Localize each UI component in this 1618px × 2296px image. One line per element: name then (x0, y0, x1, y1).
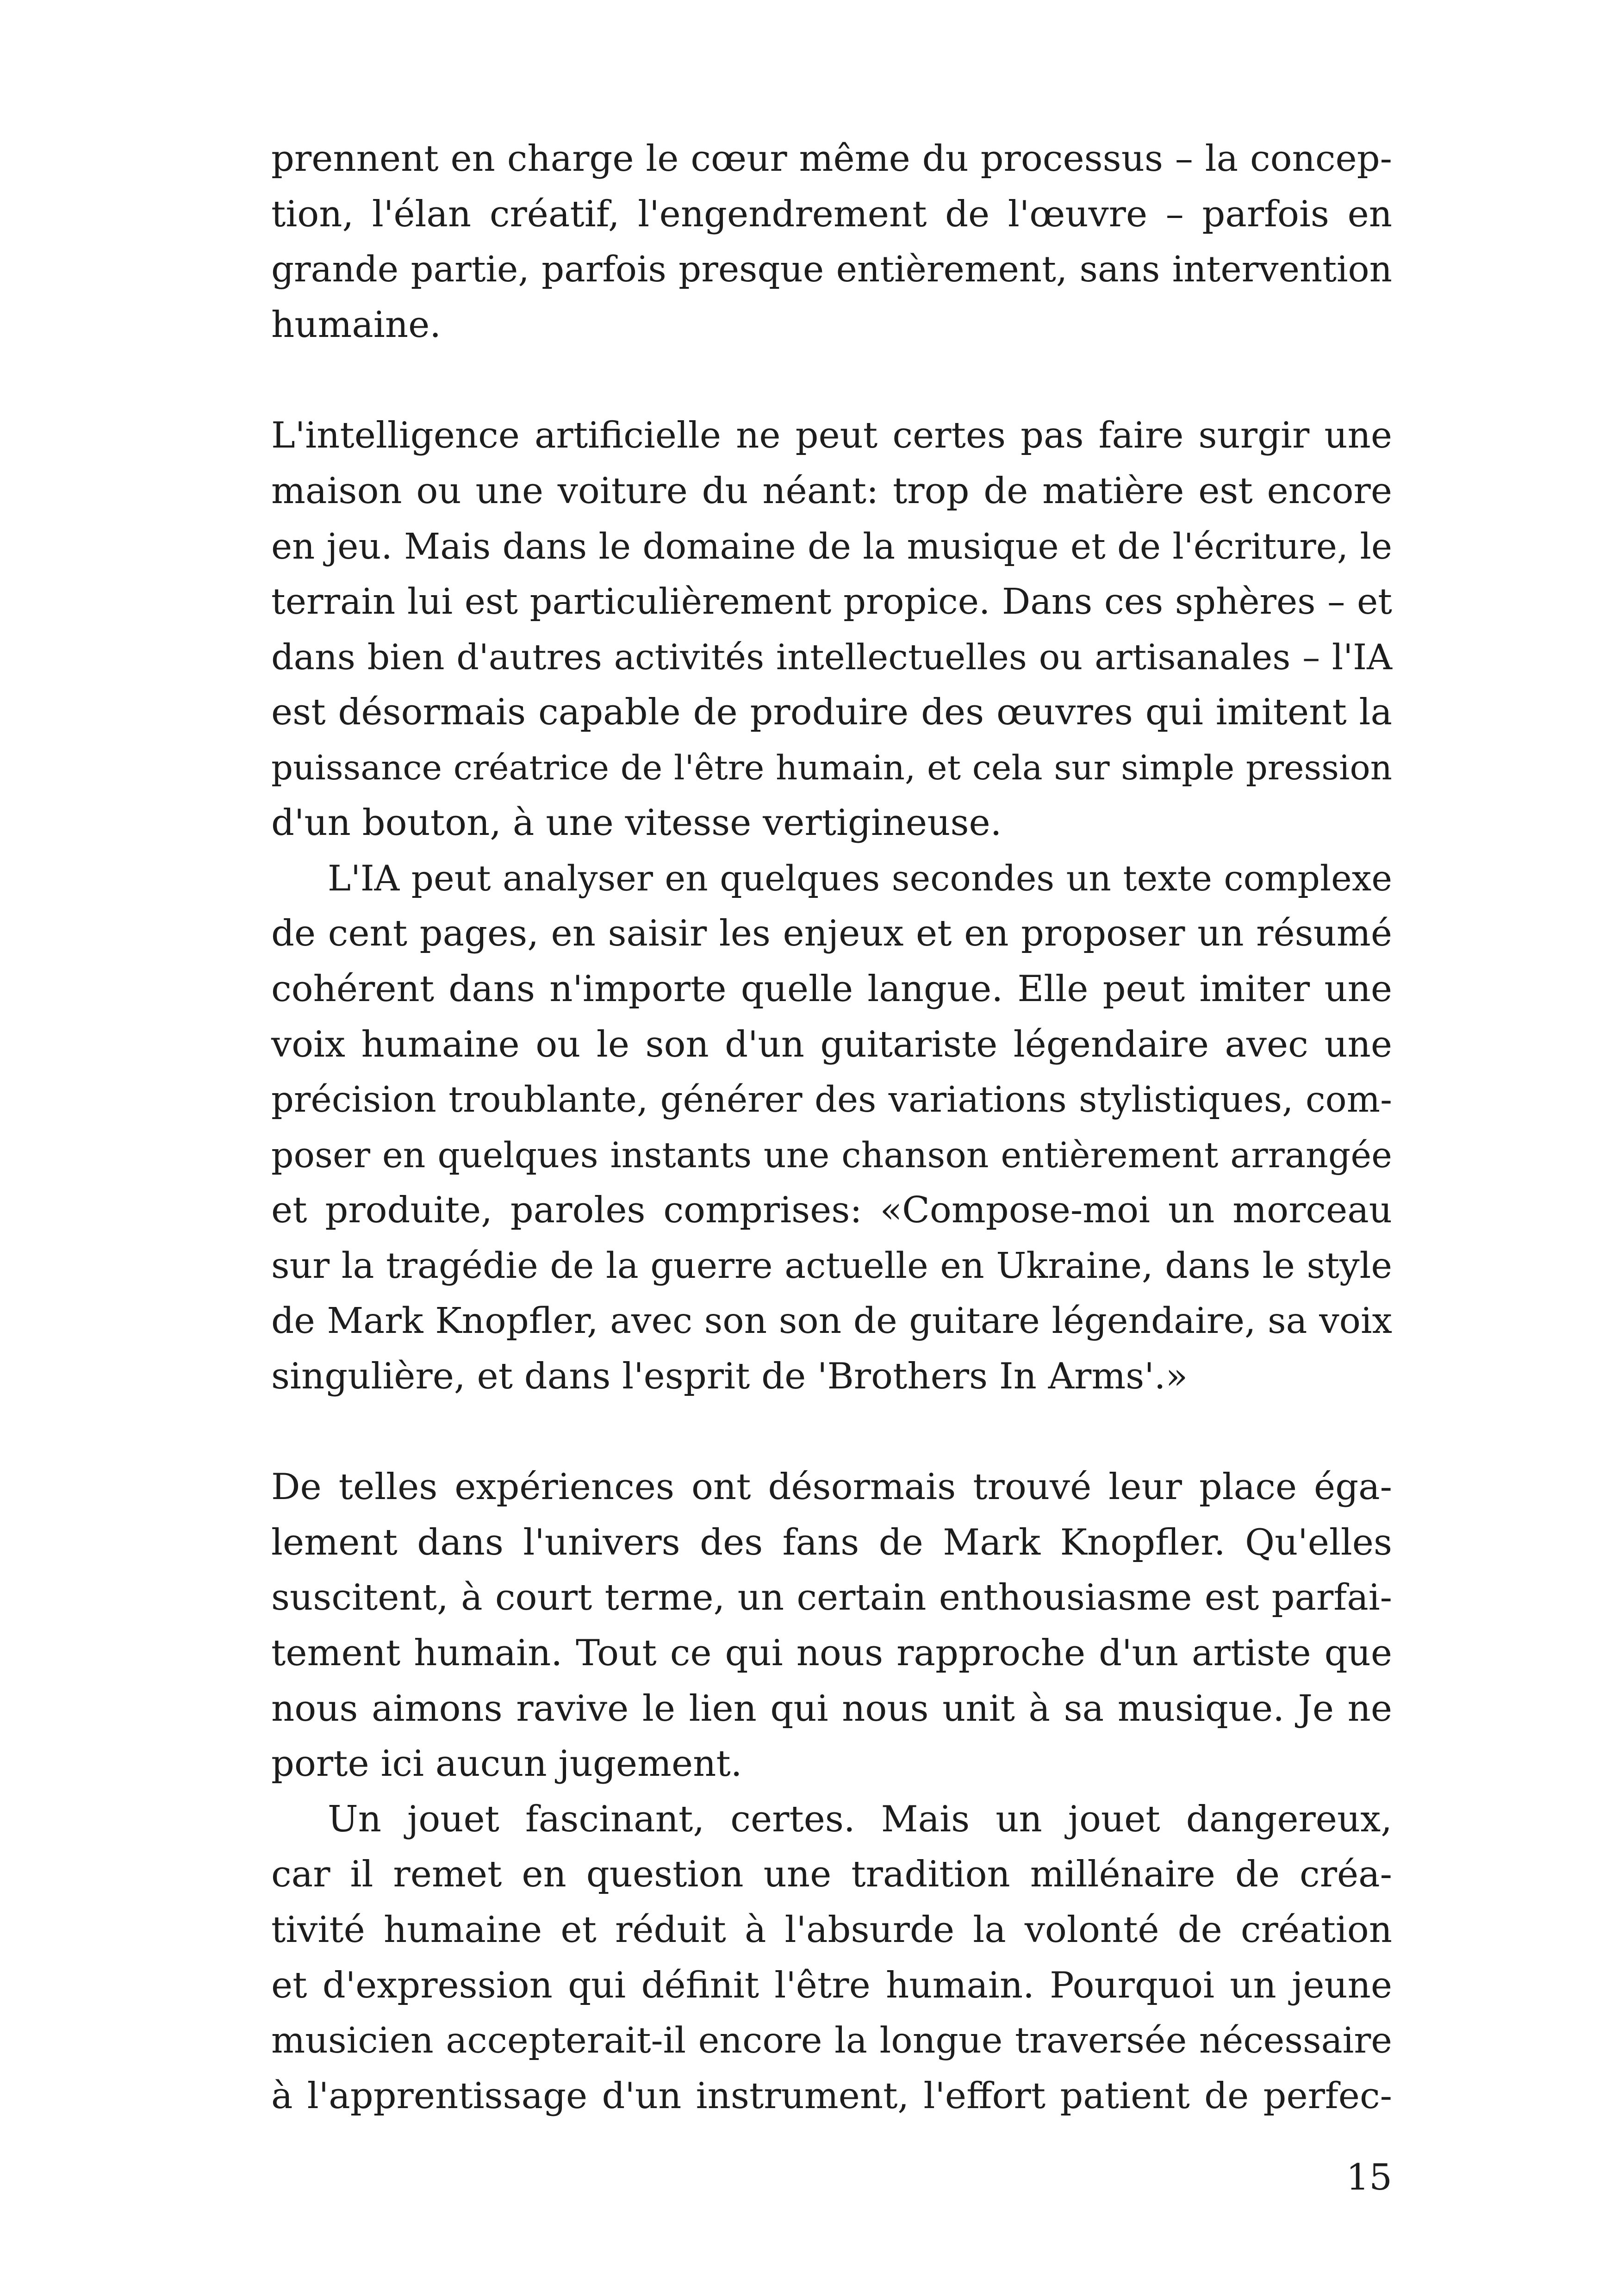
text-line: porte ici aucun jugement. (271, 1743, 742, 1785)
text-line: de Mark Knopfler, avec son son de guitare légendaire, sa voix (271, 1300, 1392, 1342)
text-line: singulière, et dans l'esprit de 'Brothers In Arms'.» (271, 1356, 1188, 1398)
text-line: est désormais capable de produire des œuvres qui imitent la (271, 691, 1392, 733)
text-line: et produite, paroles comprises: «Compose-moi un morceau (271, 1189, 1392, 1232)
text-line: musicien accepterait-il encore la longue traversée nécessaire (271, 2020, 1392, 2062)
text-line: à l'apprentissage d'un instrument, l'effort patient de perfec- (271, 2075, 1392, 2117)
text-line: tement humain. Tout ce qui nous rapproche d'un artiste que (271, 1632, 1392, 1674)
text-line: humaine. (271, 304, 442, 346)
text-line: tivité humaine et réduit à l'absurde la volonté de création (271, 1909, 1392, 1951)
text-line: d'un bouton, à une vitesse vertigineuse. (271, 802, 1002, 844)
text-line: précision troublante, générer des variations stylistiques, com- (271, 1079, 1392, 1121)
text-line: en jeu. Mais dans le domaine de la musique et de l'écriture, le (271, 526, 1392, 567)
text-line: L'IA peut analyser en quelques secondes un texte complexe (328, 858, 1392, 899)
paragraph (271, 408, 1392, 851)
text-line: prennent en charge le cœur même du processus – la concep- (271, 138, 1392, 180)
text-line: suscitent, à court terme, un certain enthousiasme est parfai- (271, 1577, 1392, 1619)
text-line: De telles expériences ont désormais trouvé leur place éga- (271, 1466, 1392, 1508)
paragraph-gap (271, 1405, 1392, 1460)
text-line: lement dans l'univers des fans de Mark Knopfler. Qu'elles (271, 1521, 1392, 1563)
paragraph (271, 851, 1392, 1405)
paragraph (271, 1792, 1392, 2124)
text-line: et d'expression qui définit l'être humain. Pourquoi un jeune (271, 1964, 1392, 2006)
text-line: puissance créatrice de l'être humain, et cela sur simple pression (271, 748, 1392, 788)
paragraph (271, 131, 1392, 353)
text-line: maison ou une voiture du néant: trop de matière est encore (271, 470, 1392, 512)
page-number: 15 (1346, 2157, 1392, 2198)
paragraph-gap (271, 353, 1392, 408)
text-line: terrain lui est particulièrement propice. Dans ces sphères – et (271, 581, 1392, 622)
text-line: tion, l'élan créatif, l'engendrement de l'œuvre – parfois en (271, 193, 1392, 235)
text-line: nous aimons ravive le lien qui nous unit à sa musique. Je ne (271, 1687, 1392, 1730)
text-line: dans bien d'autres activités intellectuelles ou artisanales – l'IA (271, 636, 1392, 678)
paragraph (271, 1460, 1392, 1792)
text-line: de cent pages, en saisir les enjeux et en proposer un résumé (271, 913, 1392, 955)
text-line: L'intelligence artificielle ne peut certes pas faire surgir une (271, 414, 1392, 456)
text-line: grande partie, parfois presque entièrement, sans intervention (271, 249, 1392, 291)
text-line: car il remet en question une tradition millénaire de créa- (271, 1854, 1392, 1896)
text-line: Un jouet fascinant, certes. Mais un jouet dangereux, (328, 1798, 1392, 1840)
text-line: sur la tragédie de la guerre actuelle en Ukraine, dans le style (271, 1244, 1392, 1287)
text-line: cohérent dans n'importe quelle langue. Elle peut imiter une (271, 968, 1392, 1010)
body-text (271, 131, 1392, 2124)
text-line: poser en quelques instants une chanson entièrement arrangée (271, 1134, 1392, 1176)
text-line: voix humaine ou le son d'un guitariste légendaire avec une (271, 1023, 1392, 1065)
